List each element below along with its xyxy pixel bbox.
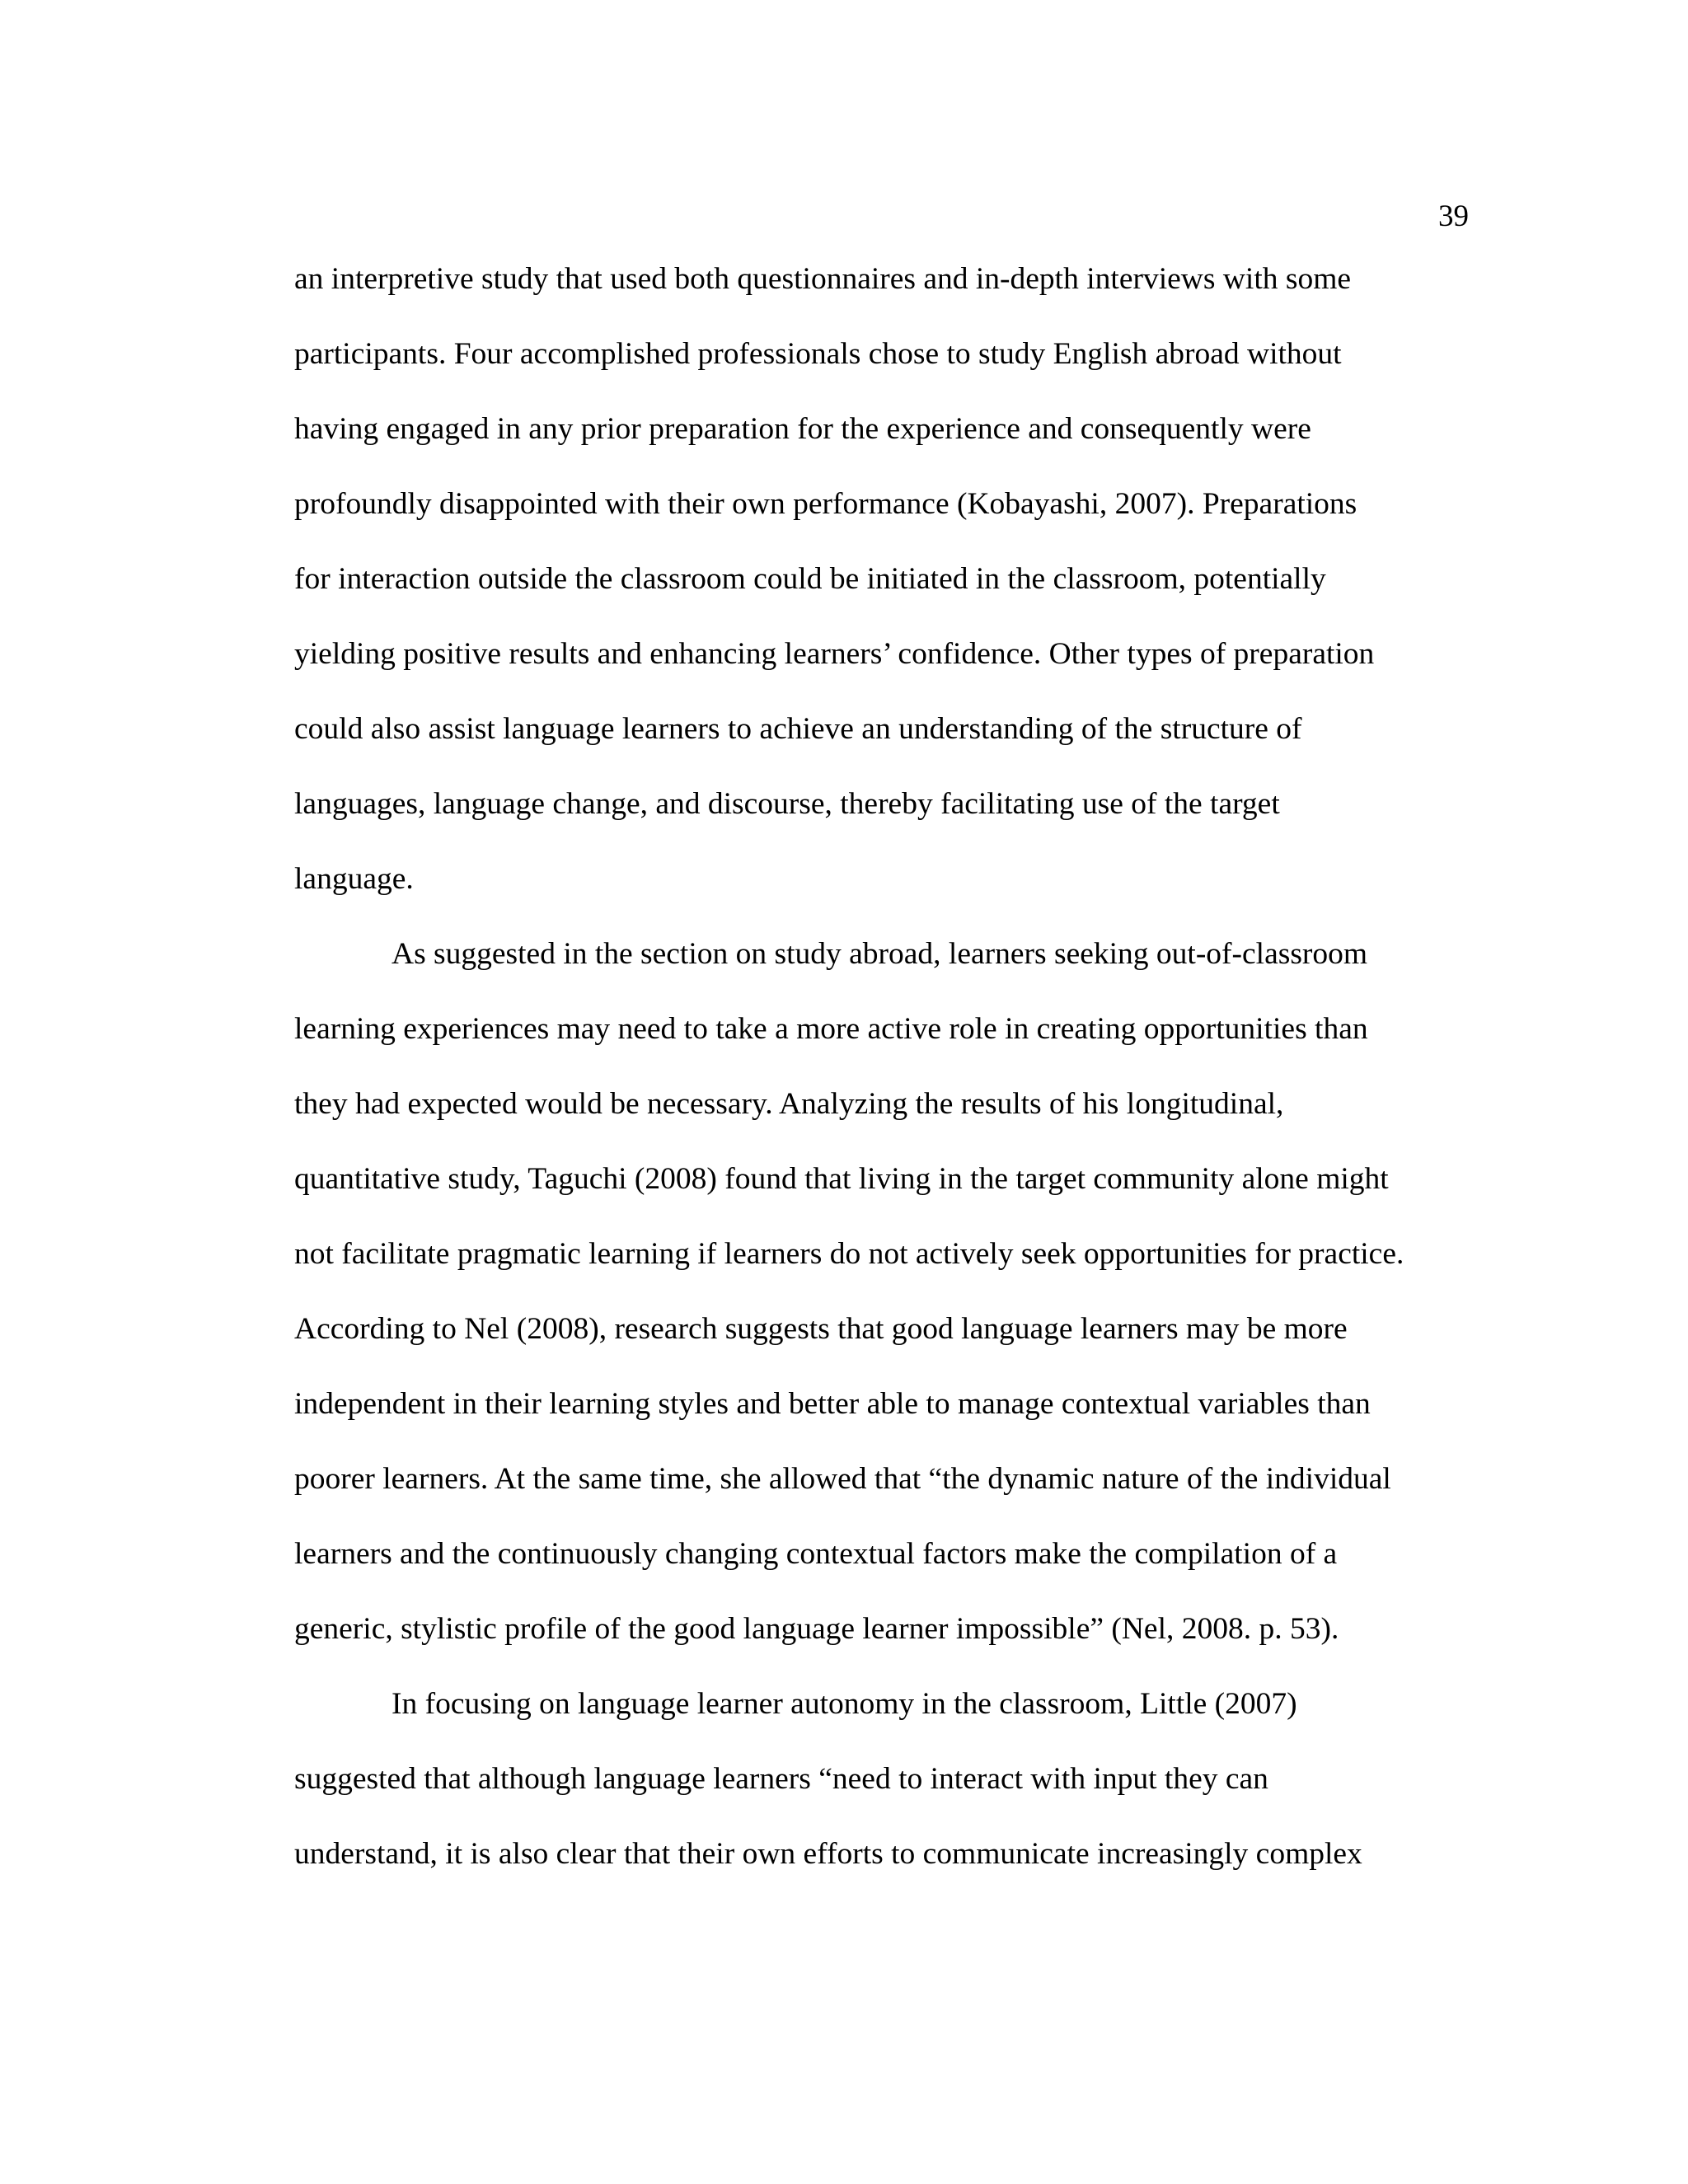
text-line: According to Nel (2008), research suggests that good language learners may be more (294, 1312, 1348, 1346)
text-line: languages, language change, and discourse, thereby facilitating use of the target (294, 787, 1280, 821)
paragraph-3 (294, 1677, 1475, 1902)
paragraph-1 (294, 252, 1475, 927)
text-line: understand, it is also clear that their own efforts to communicate increasingly complex (294, 1837, 1362, 1871)
text-line: suggested that although language learners “need to interact with input they can (294, 1762, 1268, 1796)
body-text (294, 252, 1475, 1902)
text-line: for interaction outside the classroom could be initiated in the classroom, potentially (294, 562, 1326, 596)
text-line: yielding positive results and enhancing learners’ confidence. Other types of preparation (294, 637, 1375, 671)
text-line: language. (294, 862, 414, 896)
text-line: could also assist language learners to achieve an understanding of the structure of (294, 712, 1302, 746)
text-line: having engaged in any prior preparation for the experience and consequently were (294, 412, 1311, 446)
text-line: an interpretive study that used both questionnaires and in-depth interviews with some (294, 262, 1352, 296)
text-line: independent in their learning styles and better able to manage contextual variables than (294, 1387, 1371, 1421)
text-line: As suggested in the section on study abroad, learners seeking out-of-classroom (392, 937, 1368, 971)
page-number: 39 (1438, 199, 1469, 233)
text-line: profoundly disappointed with their own performance (Kobayashi, 2007). Preparations (294, 487, 1357, 521)
text-line: generic, stylistic profile of the good language learner impossible” (Nel, 2008. p. 53). (294, 1612, 1339, 1646)
text-line: not facilitate pragmatic learning if learners do not actively seek opportunities for practice. (294, 1237, 1404, 1271)
text-line: quantitative study, Taguchi (2008) found that living in the target community alone might (294, 1162, 1389, 1196)
text-line: poorer learners. At the same time, she allowed that “the dynamic nature of the individual (294, 1462, 1391, 1496)
text-line: participants. Four accomplished professionals chose to study English abroad without (294, 337, 1342, 371)
text-line: learners and the continuously changing contextual factors make the compilation of a (294, 1537, 1338, 1571)
paragraph-2 (294, 927, 1475, 1677)
text-line: learning experiences may need to take a more active role in creating opportunities than (294, 1012, 1368, 1046)
text-line: In focusing on language learner autonomy in the classroom, Little (2007) (392, 1687, 1297, 1721)
text-line: they had expected would be necessary. Analyzing the results of his longitudinal, (294, 1087, 1284, 1121)
